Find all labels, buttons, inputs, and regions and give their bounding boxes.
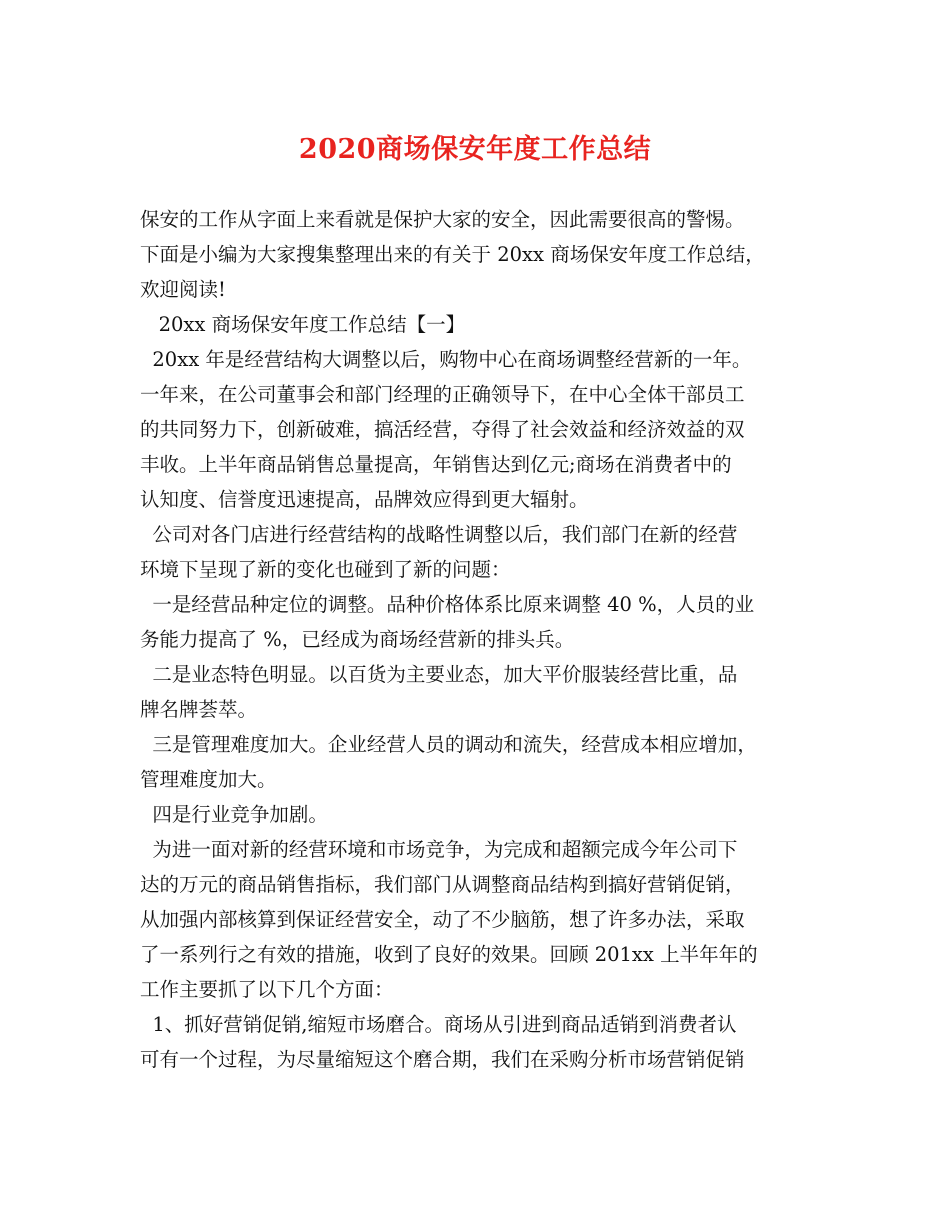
text-line: 四是行业竞争加剧。 <box>140 803 328 826</box>
text-line: 保安的工作从字面上来看就是保护大家的安全，因此需要很高的警惕。 <box>140 208 745 231</box>
text-line: 管理难度加大。 <box>140 768 277 791</box>
text-line: 达的万元的商品销售指标，我们部门从调整商品结构到搞好营销促销， <box>140 873 745 896</box>
text-line: 欢迎阅读! <box>140 278 226 301</box>
text-line: 一是经营品种定位的调整。品种价格体系比原来调整 40 %，人员的业 <box>140 593 755 616</box>
text-line: 牌名牌荟萃。 <box>140 698 258 721</box>
text-line: 20xx 年是经营结构大调整以后，购物中心在商场调整经营新的一年。 <box>140 348 752 371</box>
text-line: 丰收。上半年商品销售总量提高，年销售达到亿元;商场在消费者中的 <box>140 453 732 476</box>
text-line: 认知度、信誉度迅速提高，品牌效应得到更大辐射。 <box>140 488 589 511</box>
text-line: 三是管理难度加大。企业经营人员的调动和流失，经营成本相应增加， <box>140 733 757 756</box>
text-line: 的共同努力下，创新破难，搞活经营，夺得了社会效益和经济效益的双 <box>140 418 745 441</box>
text-line: 从加强内部核算到保证经营安全，动了不少脑筋，想了许多办法，采取 <box>140 908 745 931</box>
text-line: 一年来，在公司董事会和部门经理的正确领导下，在中心全体干部员工 <box>140 383 745 406</box>
text-line: 下面是小编为大家搜集整理出来的有关于 20xx 商场保安年度工作总结， <box>140 243 765 266</box>
section-heading: 20xx 商场保安年度工作总结【一】 <box>140 313 466 336</box>
text-line: 1、抓好营销促销,缩短市场磨合。商场从引进到商品适销到消费者认 <box>140 1013 737 1036</box>
text-line: 为进一面对新的经营环境和市场竞争，为完成和超额完成今年公司下 <box>140 838 738 861</box>
document-body <box>140 202 830 1077</box>
text-line: 可有一个过程，为尽量缩短这个磨合期，我们在采购分析市场营销促销 <box>140 1048 745 1071</box>
text-line: 了一系列行之有效的措施，收到了良好的效果。回顾 201xx 上半年年的 <box>140 943 758 966</box>
text-line: 务能力提高了 %，已经成为商场经营新的排头兵。 <box>140 628 575 651</box>
text-line: 环境下呈现了新的变化也碰到了新的问题： <box>140 558 511 581</box>
document-title: 2020商场保安年度工作总结 <box>298 134 652 165</box>
text-line: 二是业态特色明显。以百货为主要业态，加大平价服装经营比重，品 <box>140 663 738 686</box>
text-line: 工作主要抓了以下几个方面： <box>140 978 394 1001</box>
text-line: 公司对各门店进行经营结构的战略性调整以后，我们部门在新的经营 <box>140 523 738 546</box>
